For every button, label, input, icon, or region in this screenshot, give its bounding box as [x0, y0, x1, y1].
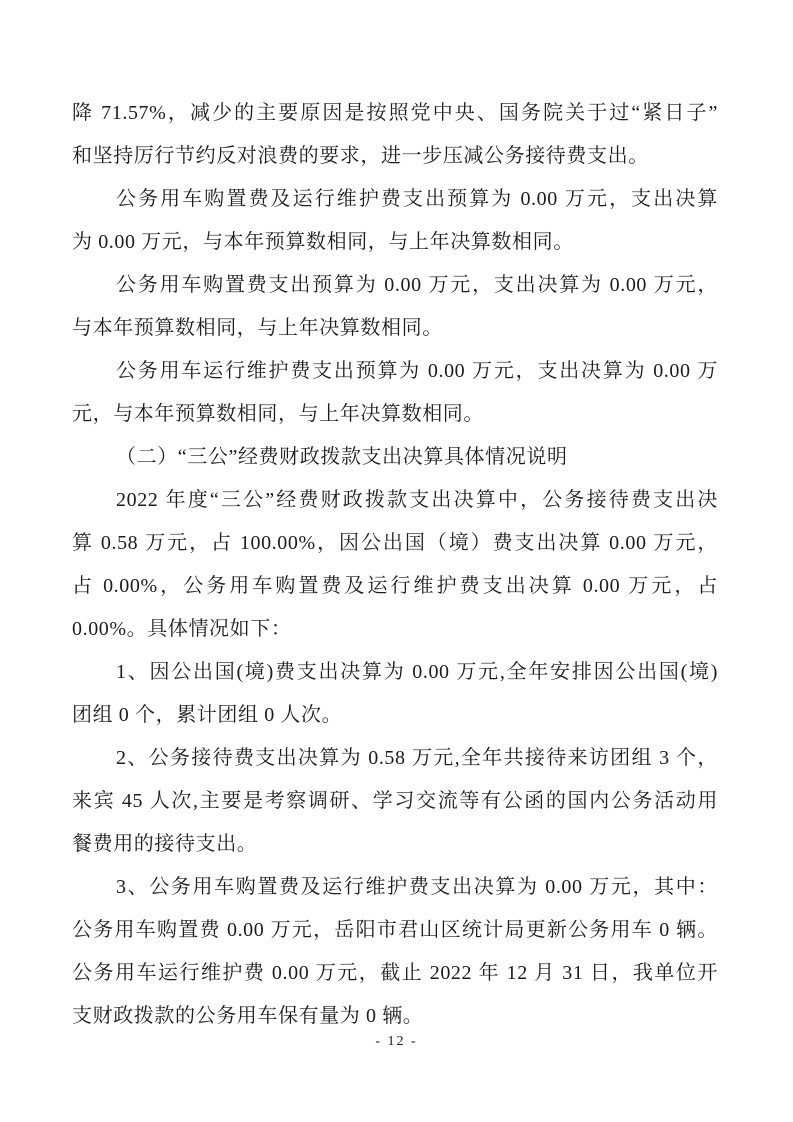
document-line: 公务用车运行维护费 0.00 万元，截止 2022 年 12 月 31 日，我单位开: [72, 962, 718, 984]
paragraph: [72, 350, 718, 436]
paragraph: [72, 651, 718, 737]
paragraph: [72, 178, 718, 264]
document-line: 公务用车购置费及运行维护费支出预算为 0.00 万元，支出决算: [116, 188, 718, 210]
document-line: （二）“三公”经费财政拨款支出决算具体情况说明: [116, 446, 568, 468]
paragraph: [72, 479, 718, 651]
document-line: 和坚持厉行节约反对浪费的要求，进一步压减公务接待费支出。: [72, 145, 649, 167]
document-line: 与本年预算数相同，与上年决算数相同。: [72, 317, 443, 339]
paragraph: [72, 737, 718, 866]
document-line: 占 0.00%，公务用车购置费及运行维护费支出决算 0.00 万元，占: [72, 575, 718, 597]
document-body: [72, 92, 718, 1038]
page-footer: [0, 1034, 793, 1050]
document-line: 1、因公出国(境)费支出决算为 0.00 万元,全年安排因公出国(境): [116, 661, 718, 683]
page-number: - 12 -: [375, 1034, 418, 1049]
document-line: 团组 0 个，累计团组 0 人次。: [72, 704, 343, 726]
document-line: 公务用车购置费支出预算为 0.00 万元，支出决算为 0.00 万元，: [116, 274, 718, 296]
document-line: 公务用车购置费 0.00 万元，岳阳市君山区统计局更新公务用车 0 辆。: [72, 919, 718, 941]
document-line: 算 0.58 万元，占 100.00%，因公出国（境）费支出决算 0.00 万元，: [72, 532, 718, 554]
paragraph: [72, 264, 718, 350]
document-line: 2022 年度“三公”经费财政拨款支出决算中，公务接待费支出决: [116, 489, 718, 511]
paragraph: [72, 92, 718, 178]
document-line: 元，与本年预算数相同，与上年决算数相同。: [72, 403, 484, 425]
document-line: 公务用车运行维护费支出预算为 0.00 万元，支出决算为 0.00 万: [116, 360, 718, 382]
paragraph: [72, 866, 718, 1038]
document-line: 0.00%。具体情况如下：: [72, 618, 292, 640]
document-line: 餐费用的接待支出。: [72, 833, 258, 855]
document-line: 降 71.57%，减少的主要原因是按照党中央、国务院关于过“紧日子”: [72, 102, 718, 124]
document-line: 2、公务接待费支出决算为 0.58 万元,全年共接待来访团组 3 个，: [116, 747, 718, 769]
document-line: 为 0.00 万元，与本年预算数相同，与上年决算数相同。: [72, 231, 574, 253]
document-line: 3、公务用车购置费及运行维护费支出决算为 0.00 万元，其中：: [116, 876, 718, 898]
document-line: 来宾 45 人次,主要是考察调研、学习交流等有公函的国内公务活动用: [72, 790, 718, 812]
section-heading: [72, 436, 718, 479]
document-line: 支财政拨款的公务用车保有量为 0 辆。: [72, 1005, 424, 1027]
